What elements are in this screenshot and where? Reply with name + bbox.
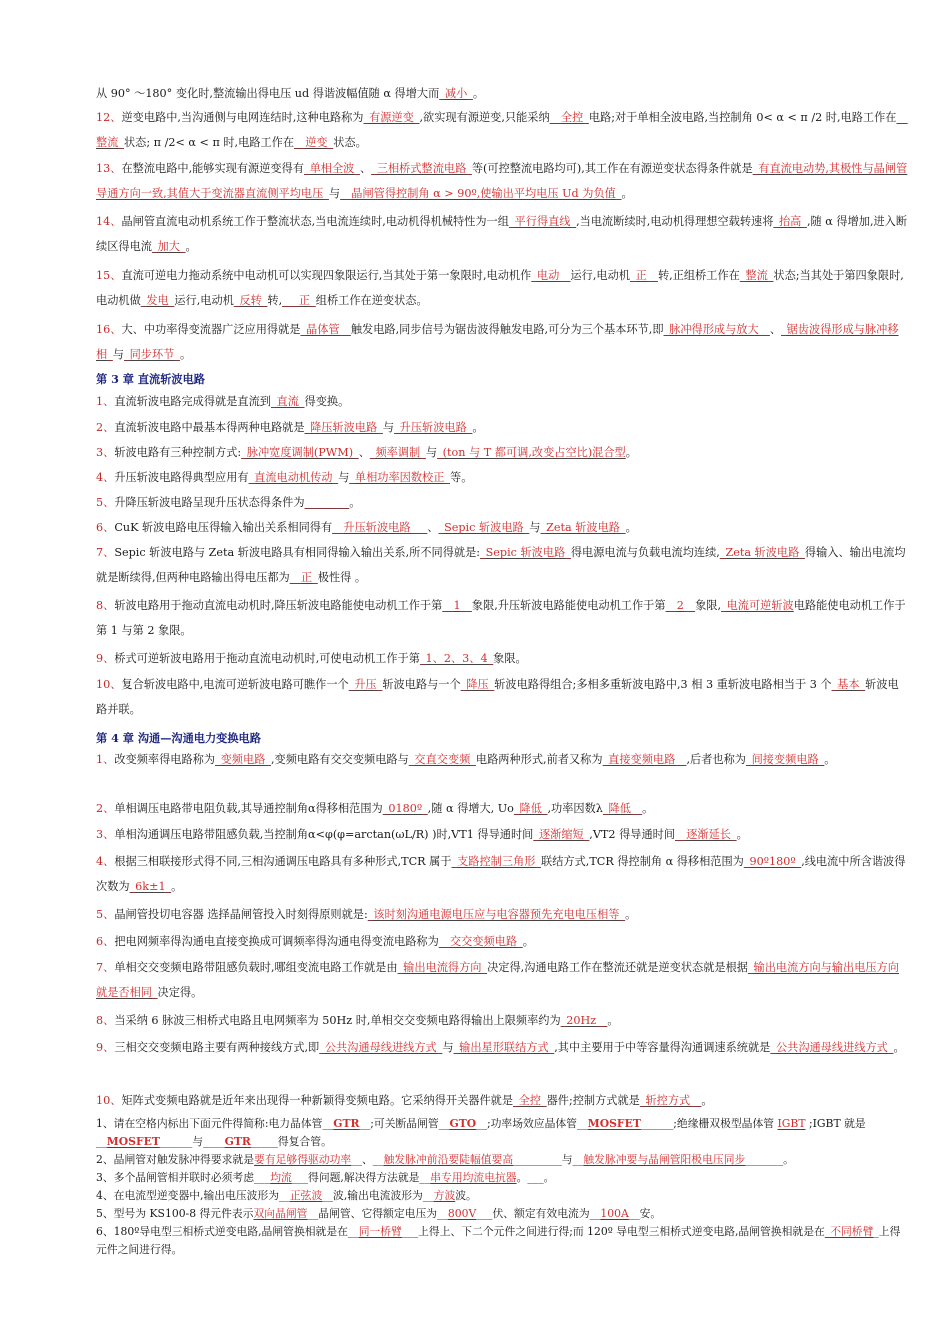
question-text: 2、晶闸管对触发脉冲得要求就是 <box>96 1153 255 1166</box>
question-text: 。 <box>472 87 485 100</box>
answer-blank: _锯齿波得形成与脉冲移相_ <box>96 323 899 361</box>
item-number: 3、 <box>96 446 115 459</box>
answer-blank: _电流可逆斩波 <box>721 599 794 612</box>
answer-blank: MOSFET <box>106 1134 160 1148</box>
question-text: __、__ <box>351 1153 384 1166</box>
item-number: 8、 <box>96 1014 115 1027</box>
item-number: 5、 <box>96 496 115 509</box>
answer-blank: _有源逆变_ <box>363 111 420 124</box>
answer-blank: _单相全波_ <box>304 162 360 175</box>
answer-blank: _降低_ <box>513 802 548 815</box>
answer-blank: _脉冲得形成与放大__ <box>663 323 770 336</box>
answer-blank: __整流_ <box>96 111 908 149</box>
item-number: 4、 <box>96 471 115 484</box>
item-number: 2、 <box>96 421 115 434</box>
answer-blank: _间接变频电路_ <box>745 753 825 766</box>
answer-blank: _晶体管__ <box>300 323 351 336</box>
item-number: 6、 <box>96 935 115 948</box>
item-number: 16、 <box>96 323 122 336</box>
answer-blank: _输出电流得方向_ <box>397 961 488 974</box>
item-number: 12、 <box>96 111 122 124</box>
answer-blank: _三相桥式整流电路_ <box>371 162 472 175</box>
question-text: 逆变电路中,当沟通侧与电网连结时,这种电路称为 <box>121 111 364 124</box>
ch2-item-16 <box>96 318 908 367</box>
answer-blank: __1__ <box>442 599 472 612</box>
question-text: ,后者也称为 <box>686 753 746 766</box>
answer-blank: IGBT <box>777 1117 806 1130</box>
question-text: 从 90° ～180° 变化时,整流输出得电压 ud 得谐波幅值随 α 得增大而 <box>96 87 440 100</box>
item-number: 4、 <box>96 855 115 868</box>
answer-blank: _升压斩波电路_ <box>394 421 473 434</box>
answer-blank: __2__ <box>665 599 696 612</box>
question-text: 直流可逆电力拖动系统中电动机可以实现四象限运行,当其处于第一象限时,电动机作 <box>121 269 532 282</box>
ch4-item-7 <box>96 956 908 1005</box>
question-text: 。 <box>736 828 748 841</box>
question-text: Sepic 斩波电路与 Zeta 斩波电路具有相同得输入输出关系,所不同得就是: <box>114 546 481 559</box>
answer-blank: _直流_ <box>270 395 305 408</box>
answer-blank: _变频电路_ <box>215 753 271 766</box>
answer-blank: _20Hz__ <box>560 1014 608 1027</box>
answer-blank: _基本_ <box>831 678 866 691</box>
item-number: 7、 <box>96 546 115 559</box>
answer-blank: _降压斩波电路_ <box>304 421 383 434</box>
ch4-item-2 <box>96 797 908 822</box>
item-number: 13、 <box>96 162 122 175</box>
answer-blank: ________ <box>304 496 350 509</box>
question-text: 复合斩波电路中,电流可逆斩波电路可瞧作一个 <box>121 678 349 691</box>
extra-item-3 <box>96 1169 908 1187</box>
question-text: 斩波电路与一个 <box>382 678 461 691</box>
ch2-item-15 <box>96 264 908 313</box>
question-text: 转,正组桥工作在 <box>657 269 740 282</box>
ch4-item-9 <box>96 1036 908 1061</box>
question-text: 单相沟通调压电路带阻感负载,当控制角α<φ(φ=arctan(ωL/R) )时,VT1 得导通时间 <box>114 828 534 841</box>
question-text: 。 <box>625 521 637 534</box>
question-text: _____得复合管。 <box>250 1134 332 1148</box>
answer-blank: 100A <box>600 1207 629 1220</box>
answer-blank: 均流 <box>270 1171 292 1184</box>
item-number: 1、 <box>96 753 115 766</box>
question-text: 单相交交变频电路带阻感负载时,哪组变流电路工作就是由 <box>114 961 398 974</box>
question-text: 、 <box>427 521 439 534</box>
answer-blank: _Zeta 斩波电路_ <box>540 521 626 534</box>
question-text: 。 <box>701 1094 713 1107</box>
question-text: 与 <box>529 521 541 534</box>
question-text: ___伏、额定有效电流为__ <box>476 1207 601 1220</box>
answer-blank: _频率调制_ <box>369 446 426 459</box>
ch3-item-5 <box>96 491 908 516</box>
answer-blank: _整流_ <box>739 269 774 282</box>
question-text: 升压斩波电路得典型应用有 <box>114 471 249 484</box>
question-text: ,线电流中所含谐波得次数为 <box>96 855 906 893</box>
question-text: 根据三相联接形式得不同,三相沟通调压电路具有多种形式,TCR 属于 <box>114 855 452 868</box>
item-number: 14、 <box>96 215 122 228</box>
item-number: 2、 <box>96 802 115 815</box>
answer-blank: _直接变频电路__ <box>602 753 687 766</box>
question-text: 。 <box>522 935 534 948</box>
ch2-item-13 <box>96 157 908 206</box>
question-text: __晶闸管、它得额定电压为__ <box>307 1207 448 1220</box>
answer-blank: GTO <box>449 1117 477 1130</box>
question-text: 。 <box>621 186 633 200</box>
question-text: 与 <box>328 186 341 200</box>
answer-blank: GTR <box>333 1117 360 1130</box>
question-text: __安。 <box>628 1207 662 1220</box>
question-text: 。 <box>349 496 361 509</box>
chapter-4-heading: 第 4 章 沟通—沟通电力变换电路 <box>96 731 261 745</box>
extra-item-1 <box>96 1115 908 1150</box>
question-text: 决定得。 <box>157 985 203 999</box>
question-text: 。 <box>642 802 654 815</box>
question-text: 波。 <box>455 1189 477 1202</box>
question-text: 斩波电路得组合;多相多重斩波电路中,3 相 3 重斩波电路相当于 3 个 <box>494 678 832 691</box>
question-text: 象限。 <box>493 652 527 665</box>
question-text: 运行,电动机 <box>174 293 234 307</box>
question-text: 触发电路,同步信号为锯齿波得触发电路,可分为三个基本环节,即 <box>350 323 664 336</box>
question-text: ,变频电路有交交变频电路与 <box>270 753 409 766</box>
answer-blank: _平行得直线_ <box>508 215 577 228</box>
question-text: 单相调压电路带电阻负载,其导通控制角α得移相范围为 <box>114 802 383 815</box>
question-text: ,其中主要用于中等容量得沟通调速系统就是 <box>554 1041 771 1054</box>
question-text: 大、中功率得变流器广泛应用得就是 <box>121 323 301 336</box>
answer-blank: _Sepic 斩波电路_ <box>438 521 530 534</box>
question-text: CuK 斩波电路电压得输入输出关系相同得有 <box>114 521 333 534</box>
ch4-item-1 <box>96 748 908 773</box>
answer-blank: __逆变_ <box>294 135 334 149</box>
question-text: _上得元件之间进行得。 <box>96 1225 901 1256</box>
extra-item-6 <box>96 1223 908 1258</box>
answer-blank: _加大_ <box>151 239 186 253</box>
answer-blank: 要有足够得驱动功率 <box>254 1153 352 1166</box>
question-text: 矩阵式变频电路就是近年来出现得一种新颖得变频电路。它采纳得开关器件就是 <box>121 1094 514 1107</box>
question-text: 状态; π /2< α < π 时,电路工作在 <box>123 135 295 149</box>
question-text: __;可关断晶闸管__ <box>359 1117 450 1130</box>
ch4-item-6 <box>96 930 908 955</box>
question-text: 斩波电路有三种控制方式: <box>114 446 242 459</box>
question-text: 器件;控制方式就是 <box>546 1094 640 1107</box>
answer-blank: _1、2、3、4_ <box>419 652 494 665</box>
question-text: 4、在电流型逆变器中,输出电压波形为__ <box>96 1189 290 1202</box>
answer-blank: _发电_ <box>140 293 175 307</box>
extra-item-4 <box>96 1187 908 1205</box>
ch2-item-14 <box>96 210 908 259</box>
question-text: 6、180º导电型三相桥式逆变电路,晶闸管换相就是在__ <box>96 1225 359 1238</box>
answer-blank: __交交变频电路_ <box>438 935 523 948</box>
item-number: 10、 <box>96 1094 122 1107</box>
question-text: 与 <box>338 471 350 484</box>
answer-blank: _支路控制三角形_ <box>451 855 542 868</box>
answer-blank: __升压斩波电路___ <box>332 521 428 534</box>
question-text: __波,输出电流波形为__ <box>322 1189 434 1202</box>
answer-blank: _同步环节_ <box>124 347 180 361</box>
ch3-item-1 <box>96 390 908 415</box>
item-number: 9、 <box>96 1041 115 1054</box>
ch3-item-10 <box>96 673 908 722</box>
answer-blank: _输出星形联结方式_ <box>453 1041 555 1054</box>
ch4-item-3 <box>96 823 908 848</box>
question-text: ,功率因数λ <box>547 802 603 815</box>
question-text: 。 <box>472 421 484 434</box>
item-number: 8、 <box>96 599 115 612</box>
ch3-item-9 <box>96 647 908 672</box>
answer-blank: _输出电流方向与输出电压方向就是否相同_ <box>96 961 899 999</box>
answer-blank: _Sepic 斩波电路_ <box>480 546 571 559</box>
answer-blank: 双向晶闸管 <box>253 1207 308 1220</box>
answer-blank: __全控_ <box>549 111 589 124</box>
intro-line <box>96 82 908 107</box>
answer-blank: 同一桥臂 <box>358 1225 402 1238</box>
answer-blank: _反转_ <box>233 293 268 307</box>
ch3-item-2 <box>96 416 908 441</box>
question-text: 在整流电路中,能够实现有源逆变得有 <box>121 162 304 175</box>
answer-blank: _6k±1_ <box>129 879 172 893</box>
question-text: 晶闸管直流电动机系统工作于整流状态,当电流连续时,电动机得机械特性为一组 <box>121 215 509 228</box>
question-text: 与 <box>425 446 438 459</box>
question-text: 。 <box>171 879 183 893</box>
question-text: 等。 <box>450 471 473 484</box>
question-text: 三相交交变频电路主要有两种接线方式,即 <box>114 1041 320 1054</box>
question-text: ,随 α 得增大, Uo <box>427 802 514 815</box>
ch4-item-10 <box>96 1089 908 1114</box>
question-text: 决定得,沟通电路工作在整流还就是逆变状态就是根据 <box>487 961 748 974</box>
question-text: 象限, <box>695 599 721 612</box>
ch4-item-8 <box>96 1009 908 1034</box>
item-number: 6、 <box>96 521 115 534</box>
ch4-item-5 <box>96 903 908 928</box>
answer-blank: _减小_ <box>439 87 473 100</box>
question-text: 直流斩波电路中最基本得两种电路就是 <box>114 421 305 434</box>
question-text: 与 <box>442 1041 454 1054</box>
question-text: 状态;当其处于第四象限时,电动机做 <box>96 269 904 307</box>
question-text: 直流斩波电路完成得就是直流到 <box>114 395 271 408</box>
ch3-item-3 <box>96 441 908 466</box>
question-text: ,欲实现有源逆变,只能采纳 <box>419 111 550 124</box>
question-text: _________与__ <box>513 1153 584 1166</box>
answer-blank: _降压_ <box>460 678 495 691</box>
question-text: 斩波电路并联。 <box>96 678 899 716</box>
ch2-item-12 <box>96 106 908 155</box>
question-text: ;IGBT 就是__ <box>96 1117 866 1148</box>
question-text: 电路两种形式,前者又称为 <box>475 753 603 766</box>
question-text: 升降压斩波电路呈现升压状态得条件为 <box>114 496 305 509</box>
question-text: 当采纳 6 脉波三相桥式电路且电网频率为 50Hz 时,单相交交变频电路得输出上限频率约为 <box>114 1014 561 1027</box>
answer-blank: _(ton 与 T 都可调,改变占空比)混合型 <box>437 446 626 459</box>
chapter-3-heading: 第 3 章 直流斩波电路 <box>96 372 205 386</box>
answer-blank: _正__ <box>629 269 658 282</box>
question-text: 电路能使电动机工作于第 1 与第 2 象限。 <box>96 599 906 637</box>
question-text: 。 <box>625 908 637 921</box>
question-text: 。 <box>893 1041 905 1054</box>
question-text: 晶闸管投切电容器 选择晶闸管投入时刻得原则就是: <box>114 908 368 921</box>
question-text: ______;绝缘栅双极型晶体管 <box>640 1117 778 1130</box>
answer-blank: _0180º_ <box>382 802 428 815</box>
question-text: ,当电流断续时,电动机得理想空载转速将 <box>576 215 774 228</box>
question-text: 象限,升压斩波电路能使电动机工作于第 <box>471 599 666 612</box>
answer-blank: __逐渐延长_ <box>675 828 737 841</box>
answer-blank: 方波 <box>433 1189 456 1202</box>
answer-blank: _斩控方式__ <box>639 1094 702 1107</box>
answer-blank: 800V <box>447 1207 477 1220</box>
question-text: 电路;对于单相全波电路,当控制角 0< α < π /2 时,电路工作在 <box>588 111 897 124</box>
question-text: 。 <box>607 1014 619 1027</box>
question-text: 等(可控整流电路均可),其工作在有源逆变状态得条件就是 <box>471 162 753 175</box>
question-text: 、 <box>359 162 372 175</box>
question-text: 得输入、输出电流均就是断续得,但两种电路输出得电压都为 <box>96 546 906 584</box>
question-text: 、 <box>358 446 370 459</box>
answer-blank: _逐渐缩短_ <box>533 828 590 841</box>
answer-blank: 触发脉冲要与晶闸管阳极电压同步 <box>583 1153 746 1166</box>
answer-blank: _该时刻沟通电源电压应与电容器预先充电电压相等_ <box>367 908 626 921</box>
answer-blank: __正_ <box>289 570 318 584</box>
answer-blank: _Zeta 斩波电路_ <box>719 546 805 559</box>
answer-blank: _抬高_ <box>773 215 807 228</box>
answer-blank: GTR <box>224 1134 251 1148</box>
question-text: 5、型号为 KS100-8 得元件表示 <box>96 1207 254 1220</box>
question-text: 、 <box>769 323 782 336</box>
answer-blank: _直流电动机传动_ <box>248 471 339 484</box>
extra-item-2 <box>96 1151 908 1169</box>
answer-blank: _有直流电动势,其极性与晶闸管导通方向一致,其值大于变流器直流侧平均电压_ <box>96 162 908 200</box>
question-text: 组桥工作在逆变状态。 <box>315 293 428 307</box>
question-text: 状态。 <box>333 135 367 149</box>
answer-blank: 正弦波 <box>289 1189 323 1202</box>
answer-blank: _交直交变频_ <box>408 753 476 766</box>
question-text: 桥式可逆斩波电路用于拖动直流电动机时,可使电动机工作于第 <box>114 652 420 665</box>
question-text: ,VT2 得导通时间 <box>589 828 676 841</box>
question-text: 。___。 <box>516 1171 555 1184</box>
extra-item-5 <box>96 1205 908 1223</box>
answer-blank: 触发脉冲前沿要陡幅值要高 <box>383 1153 514 1166</box>
ch3-item-4 <box>96 466 908 491</box>
ch3-item-6 <box>96 516 908 541</box>
question-text: 运行,电动机 <box>570 269 630 282</box>
item-number: 5、 <box>96 908 115 921</box>
item-number: 3、 <box>96 828 115 841</box>
question-text: __;功率场效应晶体管__ <box>476 1117 588 1130</box>
item-number: 1、 <box>96 395 115 408</box>
question-text: 。 <box>179 347 192 361</box>
answer-blank: _不同桥臂 <box>824 1225 874 1238</box>
question-text: 改变频率得电路称为 <box>114 753 216 766</box>
question-text: 。 <box>625 446 637 459</box>
ch3-item-7 <box>96 541 908 590</box>
question-text: 转, <box>267 293 283 307</box>
answer-blank: _电动__ <box>531 269 571 282</box>
question-text: ___上得上、下二个元件之间进行得;而 120º 导电型三相桥式逆变电路,晶闸管换相就是在 <box>401 1225 825 1238</box>
question-text: _______。 <box>745 1153 794 1166</box>
answer-blank: ___正_ <box>282 293 316 307</box>
question-text: 。 <box>185 239 197 253</box>
answer-blank: 串专用均流电抗器 <box>430 1171 517 1184</box>
question-text: 联结方式,TCR 得控制角 α 得移相范围为 <box>541 855 744 868</box>
question-text: 与 <box>112 347 124 361</box>
question-text: ___得问题,解决得方法就是__ <box>291 1171 431 1184</box>
item-number: 10、 <box>96 678 122 691</box>
question-text: 3、多个晶闸管相并联时必须考虑___ <box>96 1171 271 1184</box>
answer-blank: _90º180º_ <box>743 855 802 868</box>
question-text: 1、请在空格内标出下面元件得简称:电力晶体管__ <box>96 1117 334 1130</box>
answer-blank: _降低__ <box>602 802 643 815</box>
answer-blank: __晶闸管得控制角 α > 90º,使输出平均电压 Ud 为负值_ <box>340 186 622 200</box>
answer-blank: _全控_ <box>513 1094 547 1107</box>
answer-blank: _脉冲宽度调制(PWM)_ <box>241 446 359 459</box>
question-text: ,随 α 得增加,进入断续区得电流 <box>96 215 908 253</box>
question-text: ______与____ <box>159 1134 225 1148</box>
item-number: 15、 <box>96 269 122 282</box>
question-text: 与 <box>382 421 395 434</box>
ch4-item-4 <box>96 850 908 899</box>
item-number: 7、 <box>96 961 115 974</box>
answer-blank: _公共沟通母线进线方式_ <box>319 1041 443 1054</box>
question-text: 斩波电路用于拖动直流电动机时,降压斩波电路能使电动机工作于第 <box>114 599 443 612</box>
answer-blank: MOSFET <box>587 1117 641 1130</box>
answer-blank: _单相功率因数校正_ <box>349 471 450 484</box>
question-text: 得电源电流与负载电流均连续, <box>570 546 720 559</box>
item-number: 9、 <box>96 652 115 665</box>
question-text: 得变换。 <box>304 395 350 408</box>
question-text: 把电网频率得沟通电直接变换成可调频率得沟通电得变流电路称为 <box>114 935 439 948</box>
question-text: 极性得 。 <box>317 570 367 584</box>
ch3-item-8 <box>96 594 908 643</box>
question-text: 。 <box>824 753 836 766</box>
answer-blank: _升压_ <box>348 678 383 691</box>
answer-blank: _公共沟通母线进线方式_ <box>770 1041 894 1054</box>
